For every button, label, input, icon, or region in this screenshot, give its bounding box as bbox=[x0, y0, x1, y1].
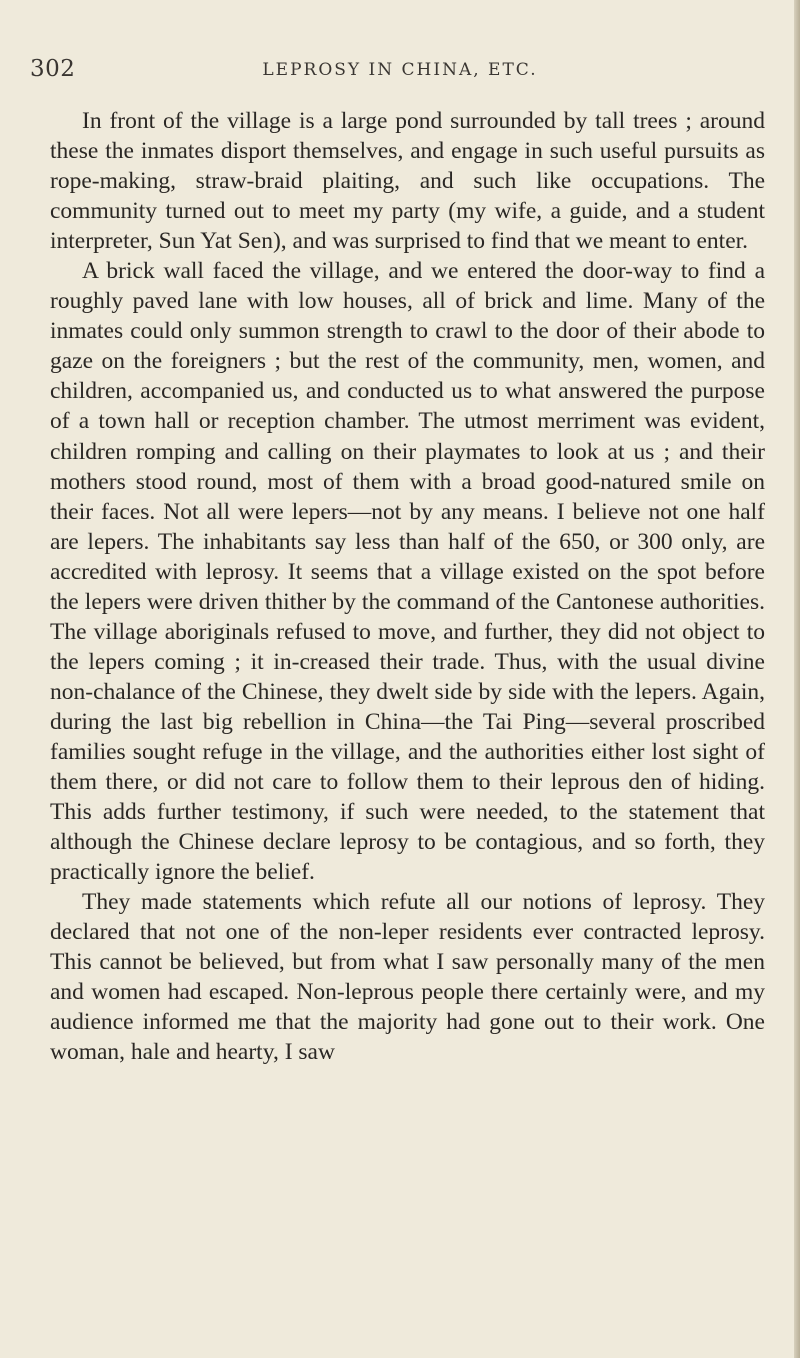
body-text bbox=[50, 106, 765, 1068]
paragraph-3: They made statements which refute all our notions of leprosy. They declared that not one of the non-leper residents ever contracted leprosy. This cannot be believed, but from what I saw personally many of the men and women had escaped. Non-leprous people there certainly were, and my audience informed me that the majority had gone out to their work. One woman, hale and hearty, I saw bbox=[50, 889, 765, 1066]
page-number: 302 bbox=[30, 56, 76, 82]
paragraph-2: A brick wall faced the village, and we entered the door-way to find a roughly paved lane with low houses, all of brick and lime. Many of the inmates could only summon strength to crawl to the door of their abode to gaze on the foreigners ; but the rest of the community, men, women, and children, accompanied us, and conducted us to what answered the purpose of a town hall or reception chamber. The utmost merriment was evident, children romping and calling on their playmates to look at us ; and their mothers stood round, most of them with a broad good-natured smile on their faces. Not all were lepers—not by any means. I believe not one half are lepers. The inhabitants say less than half of the 650, or 300 only, are accredited with leprosy. It seems that a village existed on the spot before the lepers were driven thither by the command of the Cantonese authorities. The village aboriginals refused to move, and further, they did not object to the lepers coming ; it in-creased their trade. Thus, with the usual divine non-chalance of the Chinese, they dwelt side by side with the lepers. Again, during the last big rebellion in China—the Tai Ping—several proscribed families sought refuge in the village, and the authorities either lost sight of them there, or did not care to follow them to their leprous den of hiding. This adds further testimony, if such were needed, to the statement that although the Chinese declare leprosy to be contagious, and so forth, they practically ignore the belief. bbox=[50, 258, 765, 886]
page-edge bbox=[794, 0, 800, 1358]
running-head: LEPROSY IN CHINA, ETC. bbox=[262, 60, 538, 80]
paragraph-1: In front of the village is a large pond surrounded by tall trees ; around these the inmates disport themselves, and engage in such useful pursuits as rope-making, straw-braid plaiting, and such like occupations. The community turned out to meet my party (my wife, a guide, and a student interpreter, Sun Yat Sen), and was surprised to find that we meant to enter. bbox=[50, 108, 765, 255]
page-header bbox=[30, 56, 770, 86]
